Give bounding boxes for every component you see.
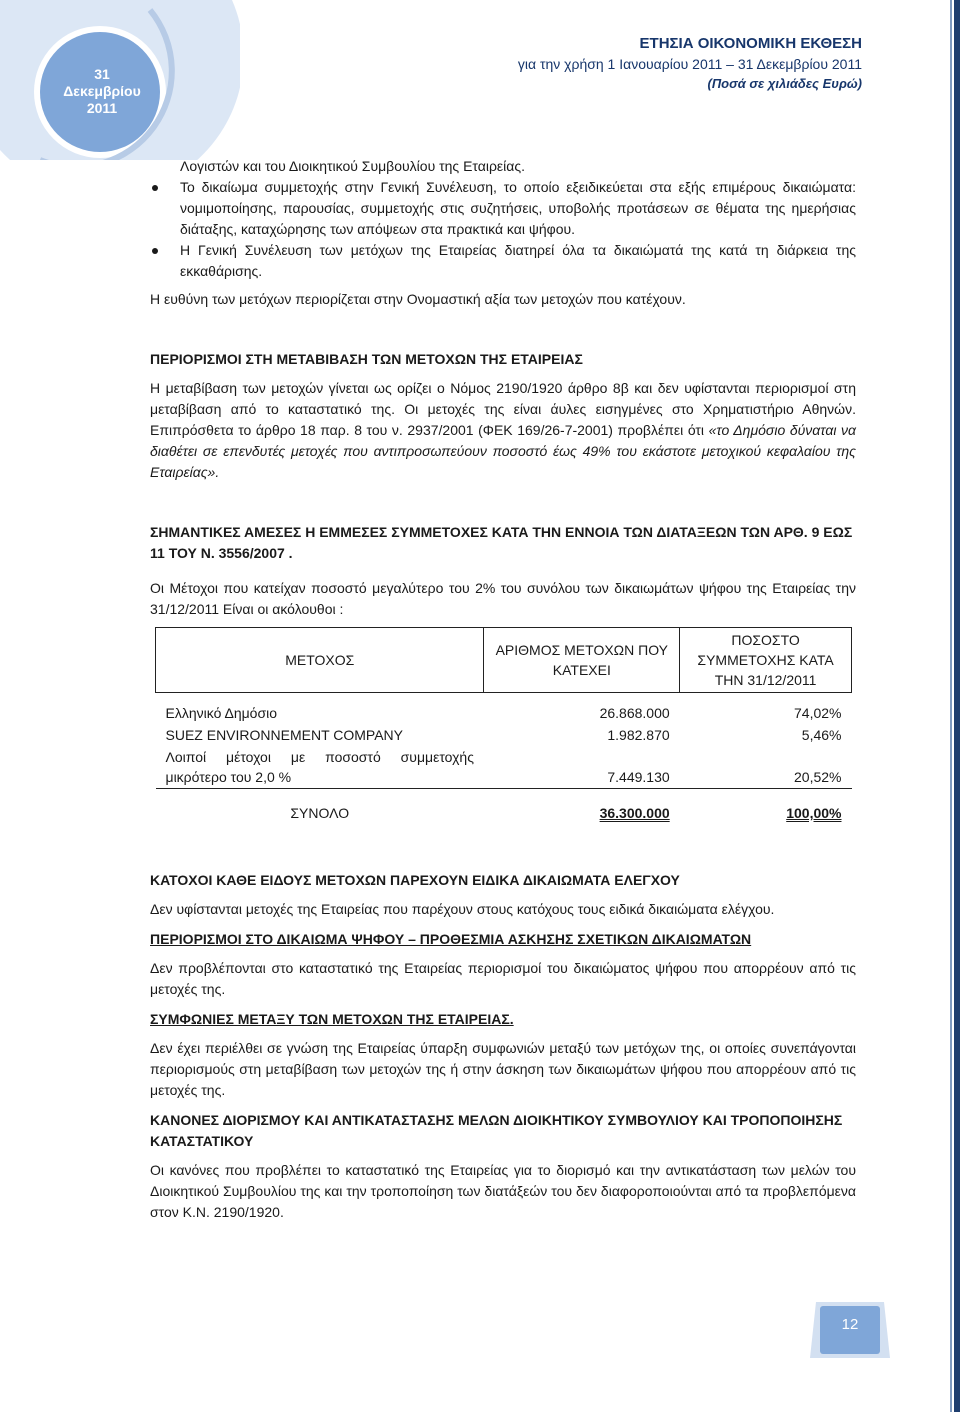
page-content [150,156,856,1223]
bullet-icon [152,248,158,254]
date-badge [0,0,240,160]
table-header-row [156,628,852,693]
page-edge-bar [954,0,960,1412]
transfer-heading: ΠΕΡΙΟΡΙΣΜΟΙ ΣΤΗ ΜΕΤΑΒΙΒΑΣΗ ΤΩΝ ΜΕΤΟΧΩΝ ΤΗΣ ΕΤΑΙΡΕΙΑΣ [150,351,583,367]
voting-heading: ΠΕΡΙΟΡΙΣΜΟΙ ΣΤΟ ΔΙΚΑΙΩΜΑ ΨΗΦΟΥ – ΠΡΟΘΕΣΜΙΑ ΑΣΚΗΣΗΣ ΣΧΕΤΙΚΩΝ ΔΙΚΑΙΩΜΑΤΩΝ [150,931,752,947]
table-row [156,746,852,789]
col-pct-header: ΠΟΣΟΣΤΟ ΣΥΜΜΕΤΟΧΗΣ ΚΑΤΑ ΤΗΝ 31/12/2011 [680,628,852,693]
transfer-quote: «το Δημόσιο δύναται να διαθέτει σε επενδυτές μετοχές που αντιπροσωπεύουν ποσοστό έως 49% του εκάστοτε μετοχικού κεφαλαίου της Εταιρείας». [150,422,856,480]
voting-body: Δεν προβλέπονται στο καταστατικό της Εταιρείας περιορισμοί του δικαιώματος ψήφου που απορρέουν από τις μετοχές της. [150,960,856,997]
total-shares: 36.300.000 [599,805,670,821]
list-item [150,177,856,240]
ownership-pct: 5,46% [801,727,842,743]
list-item-text: Το δικαίωμα συμμετοχής στην Γενική Συνέλευση, το οποίο εξειδικεύεται στα εξής επιμέρους δικαιώματα: νομιμοποίησης, παρουσίας, συμμετοχής στις συζητήσεις, υποβολής προτάσεων σε θέματα της ημερήσιας διάταξης, καταχώρησης των απόψεων στα πρακτικά και ψήφου. [180,179,856,237]
badge-month: Δεκεμβρίου [63,83,141,99]
transfer-body: Η μεταβίβαση των μετοχών γίνεται ως ορίζει ο Νόμος 2190/1920 άρθρο 8β και δεν υφίστανται περιορισμοί στη μεταβίβαση από το καταστατικό της. Οι μετοχές της είναι άυλες εισηγμένες στο Χρηματιστήριο Αθηνών. Επιπρόσθετα το άρθρο 18 παρ. 8 του ν. 2937/2001 (ΦΕΚ 169/26-7-2001) προβλέπει ότι [150,380,856,438]
badge-day: 31 [94,66,110,82]
page-header [518,34,862,94]
amounts-note: (Ποσά σε χιλιάδες Ευρώ) [707,76,862,91]
board-heading: ΚΑΝΟΝΕΣ ΔΙΟΡΙΣΜΟΥ ΚΑΙ ΑΝΤΙΚΑΤΑΣΤΑΣΗΣ ΜΕΛΩΝ ΔΙΟΙΚΗΤΙΚΟΥ ΣΥΜΒΟΥΛΙΟΥ ΚΑΙ ΤΡΟΠΟΠΟΙΗΣΗΣ ΚΑΤΑΣΤΑΤΙΚΟΥ [150,1112,843,1149]
special-rights-heading: ΚΑΤΟΧΟΙ ΚΑΘΕ ΕΙΔΟΥΣ ΜΕΤΟΧΩΝ ΠΑΡΕΧΟΥΝ ΕΙΔΙΚΑ ΔΙΚΑΙΩΜΑΤΑ ΕΛΕΓΧΟΥ [150,872,680,888]
bullet-icon [152,185,158,191]
list-item-text: Η Γενική Συνέλευση των μετόχων της Εταιρείας διατηρεί όλα τα δικαιώματά της κατά τη διάρκεια της εκκαθάρισης. [180,242,856,279]
list-item [150,240,856,282]
total-row [156,789,852,825]
table-row [156,724,852,746]
agreements-heading: ΣΥΜΦΩΝΙΕΣ ΜΕΤΑΞΥ ΤΩΝ ΜΕΤΟΧΩΝ ΤΗΣ ΕΤΑΙΡΕΙΑΣ. [150,1011,514,1027]
table-row [156,693,852,725]
transfer-paragraph [150,378,856,483]
shares-count: 1.982.870 [607,727,670,743]
total-pct: 100,00% [786,805,842,821]
liability-text: Η ευθύνη των μετόχων περιορίζεται στην Ονομαστική αξία των μετοχών που κατέχουν. [150,291,686,307]
shareholder-name: Ελληνικό Δημόσιο [165,705,277,721]
report-period: για την χρήση 1 Ιανουαρίου 2011 – 31 Δεκεμβρίου 2011 [517,56,862,72]
ownership-pct: 20,52% [680,746,852,789]
board-body: Οι κανόνες που προβλέπει το καταστατικό της Εταιρείας για το διορισμό και την αντικατάσταση των μελών του Διοικητικού Συμβουλίου της και την τροποποίηση των διατάξεών του δεν διαφοροποιούνται από τα προβλεπόμενα στον Κ.Ν. 2190/1920. [150,1162,856,1220]
shareholder-name: SUEZ ENVIRONNEMENT COMPANY [165,727,404,743]
rights-list [150,177,856,282]
date-badge-text [42,66,162,117]
shareholder-name: Λοιποί μέτοχοι με ποσοστό συμμετοχής μικρότερο του 2,0 % [156,746,484,789]
page-number: 12 [841,1316,859,1333]
page-edge-line [950,0,952,1412]
holdings-body: Οι Μέτοχοι που κατείχαν ποσοστό μεγαλύτερο του 2% του συνόλου των δικαιωμάτων ψήφου της Εταιρείας την 31/12/2011 Είναι οι ακόλουθοι : [150,580,856,617]
total-label: ΣΥΝΟΛΟ [290,805,350,821]
ownership-pct: 74,02% [794,705,842,721]
special-rights-body: Δεν υφίστανται μετοχές της Εταιρείας που παρέχουν στους κατόχους τους ειδικά δικαιώματα ελέγχου. [150,901,775,917]
holdings-heading: ΣΗΜΑΝΤΙΚΕΣ ΑΜΕΣΕΣ Η ΕΜΜΕΣΕΣ ΣΥΜΜΕΤΟΧΕΣ ΚΑΤΑ ΤΗΝ ΕΝΝΟΙΑ ΤΩΝ ΔΙΑΤΑΞΕΩΝ ΤΩΝ ΑΡΘ. 9 ΕΩΣ 11 ΤΟΥ Ν. 3556/2007 . [150,524,853,561]
agreements-body: Δεν έχει περιέλθει σε γνώση της Εταιρείας ύπαρξη συμφωνιών μεταξύ των μετόχων της, οι οποίες συνεπάγονται περιορισμούς στη μεταβίβαση των μετοχών της ή στην άσκηση των δικαιωμάτων ψήφου που απορρέουν από τις μετοχές της. [150,1040,856,1098]
col-shares-header: ΑΡΙΘΜΟΣ ΜΕΤΟΧΩΝ ΠΟΥ ΚΑΤΕΧΕΙ [484,628,680,693]
col-shareholder-header: ΜΕΤΟΧΟΣ [156,628,484,693]
badge-year: 2011 [86,100,118,116]
report-title: ΕΤΗΣΙΑ ΟΙΚΟΝΟΜΙΚΗ ΕΚΘΕΣΗ [639,35,862,52]
shares-count: 26.868.000 [599,705,670,721]
continuation-text: Λογιστών και του Διοικητικού Συμβουλίου της Εταιρείας. [180,158,525,174]
shareholders-table [155,627,852,824]
shares-count: 7.449.130 [484,746,680,789]
